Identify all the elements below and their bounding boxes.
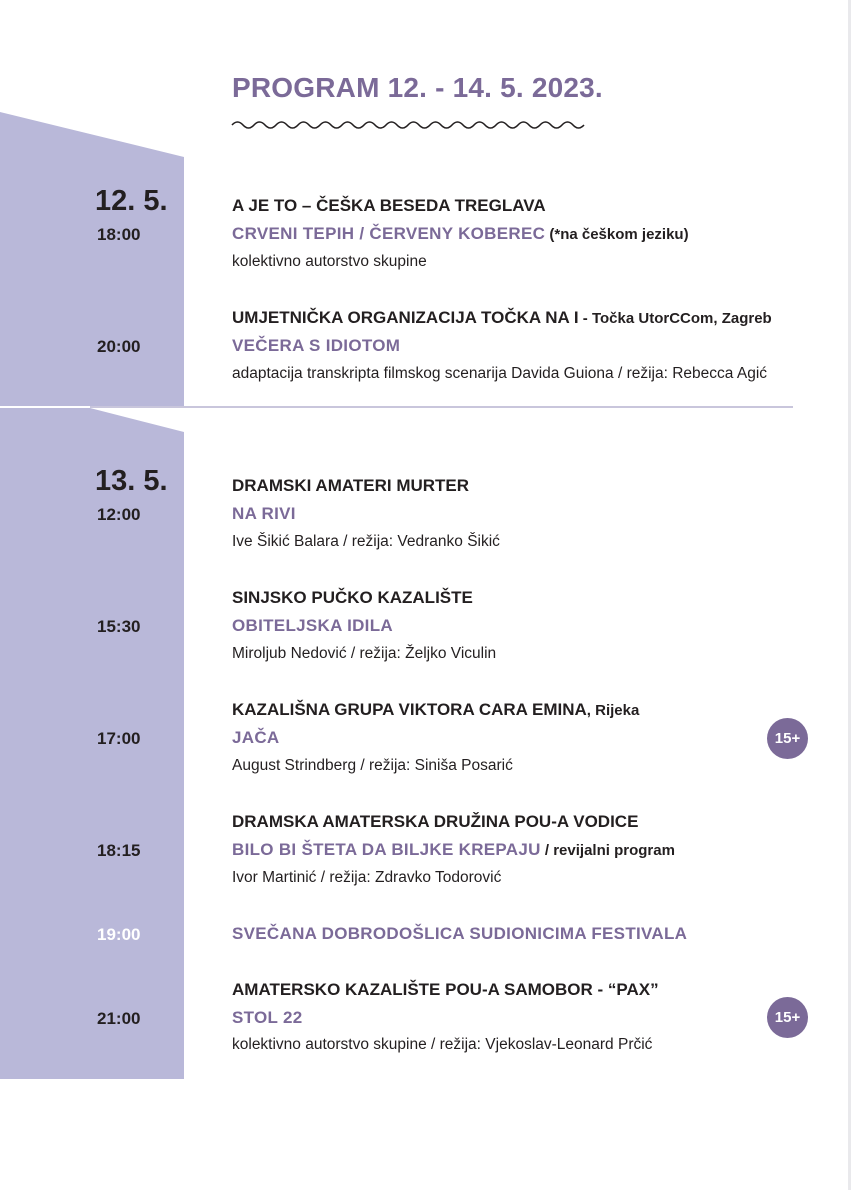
event-show [232,840,675,860]
event-credit: Ivor Martinić / režija: Zdravko Todorović [232,869,502,886]
group-name: SINJSKO PUČKO KAZALIŠTE [232,588,473,607]
event-credit: kolektivno autorstvo skupine / režija: Vjekoslav-Leonard Prčić [232,1036,653,1053]
event-show [232,336,400,356]
event-group [232,588,473,608]
event-credit: August Strindberg / režija: Siniša Posarić [232,757,513,774]
event-group [232,476,469,496]
event-credit: adaptacija transkripta filmskog scenarija Davida Guiona / režija: Rebecca Agić [232,365,768,382]
show-title: VEČERA S IDIOTOM [232,336,401,355]
event-show [232,504,296,524]
show-title: SVEČANA DOBRODOŠLICA SUDIONICIMA FESTIVALA [232,924,688,943]
group-name: UMJETNIČKA ORGANIZACIJA TOČKA NA I [232,308,579,327]
show-note: (*na češkom jeziku) [545,226,689,243]
show-title: BILO BI ŠTETA DA BILJKE KREPAJU [232,840,541,859]
show-title: JAČA [232,728,280,747]
show-title: NA RIVI [232,504,296,523]
event-credit: kolektivno autorstvo skupine [232,253,427,270]
day-divider [90,406,793,408]
event-time: 20:00 [97,337,141,356]
event-time: 21:00 [97,1009,141,1028]
event-time: 19:00 [97,925,141,944]
date-day-1: 12. 5. [95,185,168,217]
date-day-2: 13. 5. [95,465,168,497]
show-title: STOL 22 [232,1008,303,1027]
wavy-underline [231,118,589,132]
age-rating-badge: 15+ [767,997,808,1038]
event-time: 18:15 [97,841,141,860]
event-group [232,700,639,720]
event-show [232,728,280,748]
page-title: PROGRAM 12. - 14. 5. 2023. [232,72,603,103]
group-name: DRAMSKI AMATERI MURTER [232,476,470,495]
group-name: A JE TO – ČEŠKA BESEDA TREGLAVA [232,196,546,215]
event-time: 15:30 [97,617,141,636]
band-section-day-1 [0,112,184,406]
event-time: 18:00 [97,225,141,244]
event-show [232,616,393,636]
group-name: KAZALIŠNA GRUPA VIKTORA CARA EMINA [232,700,587,719]
event-time: 12:00 [97,505,141,524]
show-title: OBITELJSKA IDILA [232,616,393,635]
event-credit: Miroljub Nedović / režija: Željko Viculin [232,645,497,662]
event-show [232,224,689,244]
band-section-day-2 [0,408,184,1079]
event-group [232,196,546,216]
event-credit: Ive Šikić Balara / režija: Vedranko Šikić [232,533,500,550]
group-suffix: , Rijeka [586,702,640,719]
show-note: / revijalni program [540,842,675,859]
event-group [232,980,659,1000]
event-time: 17:00 [97,729,141,748]
event-group [232,308,772,328]
group-name: AMATERSKO KAZALIŠTE POU-A SAMOBOR - “PAX” [232,980,659,999]
age-rating-badge: 15+ [767,718,808,759]
event-show [232,1008,302,1028]
event-group [232,812,638,832]
event-show [232,924,687,944]
group-name: DRAMSKA AMATERSKA DRUŽINA POU-A VODICE [232,812,639,831]
group-suffix: - Točka UtorCCom, Zagreb [578,310,772,327]
show-title: CRVENI TEPIH / ČERVENY KOBEREC [232,224,546,243]
